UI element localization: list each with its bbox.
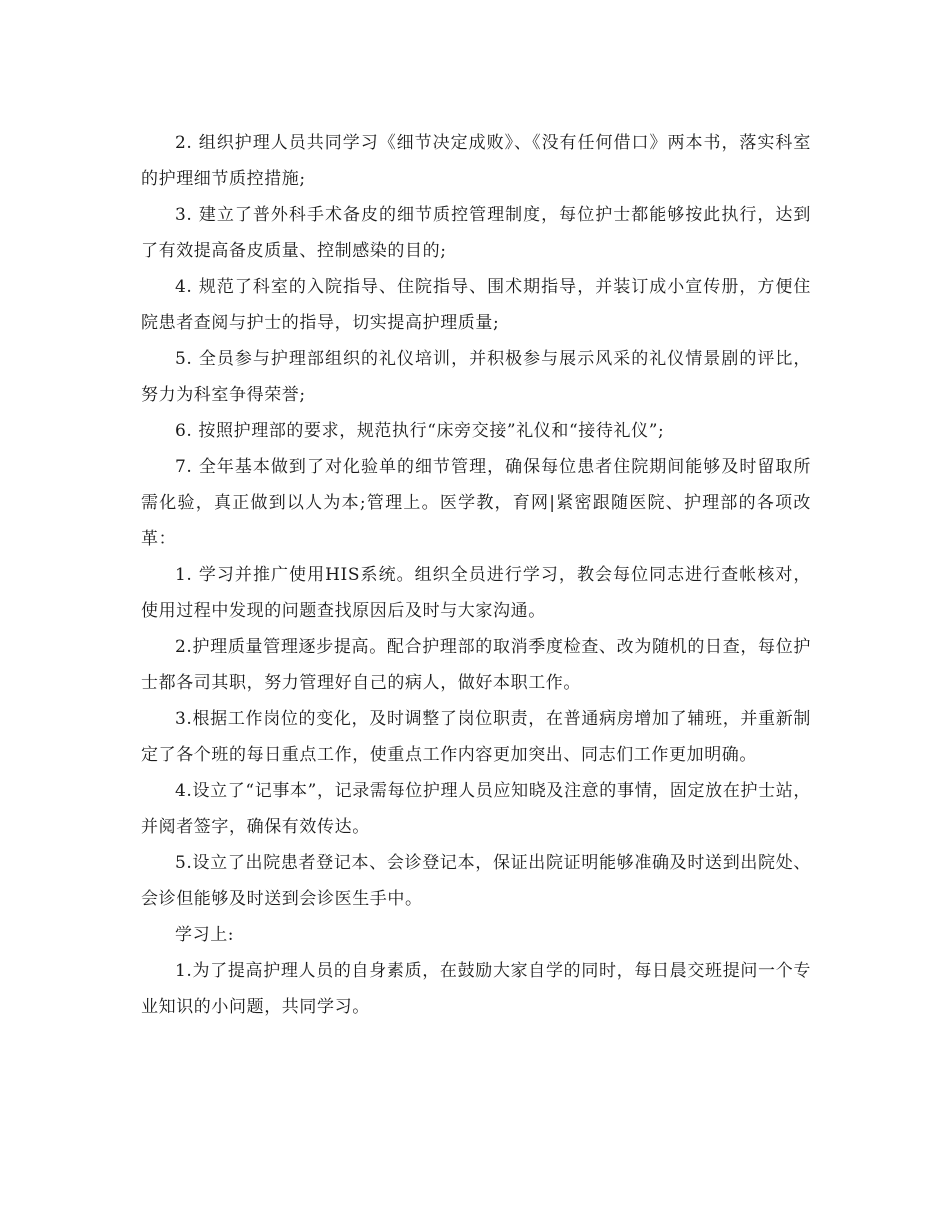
document-body xyxy=(141,125,811,1025)
paragraph-4: 5. 全员参与护理部组织的礼仪培训，并积极参与展示风采的礼仪情景剧的评比，努力为科室争得荣誉; xyxy=(141,349,811,405)
paragraph-12: 1.为了提高护理人员的自身素质，在鼓励大家自学的同时，每日晨交班提问一个专业知识的小问题，共同学习。 xyxy=(141,961,811,1017)
paragraph-3: 4. 规范了科室的入院指导、住院指导、围术期指导，并装订成小宣传册，方便住院患者查阅与护士的指导，切实提高护理质量; xyxy=(141,277,811,333)
paragraph-5: 6. 按照护理部的要求，规范执行“床旁交接”礼仪和“接待礼仪”; xyxy=(175,421,665,441)
paragraph-10: 4.设立了“记事本”，记录需每位护理人员应知晓及注意的事情，固定放在护士站，并阅者签字，确保有效传达。 xyxy=(141,781,811,837)
paragraph-9: 3.根据工作岗位的变化，及时调整了岗位职责，在普通病房增加了辅班，并重新制定了各个班的每日重点工作，使重点工作内容更加突出、同志们工作更加明确。 xyxy=(141,709,811,765)
paragraph-11: 5.设立了出院患者登记本、会诊登记本，保证出院证明能够准确及时送到出院处、会诊但能够及时送到会诊医生手中。 xyxy=(141,853,811,909)
paragraph-7: 1. 学习并推广使用HIS系统。组织全员进行学习，教会每位同志进行查帐核对，使用过程中发现的问题查找原因后及时与大家沟通。 xyxy=(141,565,811,621)
paragraph-1: 2. 组织护理人员共同学习《细节决定成败》、《没有任何借口》两本书，落实科室的护理细节质控措施; xyxy=(141,133,811,189)
paragraph-8: 2.护理质量管理逐步提高。配合护理部的取消季度检查、改为随机的日查，每位护士都各司其职，努力管理好自己的病人，做好本职工作。 xyxy=(141,637,811,693)
paragraph-6: 7. 全年基本做到了对化验单的细节管理，确保每位患者住院期间能够及时留取所需化验，真正做到以人为本;管理上。医学教，育网|紧密跟随医院、护理部的各项改革： xyxy=(141,457,811,549)
section-heading-study: 学习上: xyxy=(175,925,235,945)
paragraph-2: 3. 建立了普外科手术备皮的细节质控管理制度，每位护士都能够按此执行，达到了有效提高备皮质量、控制感染的目的; xyxy=(141,205,811,261)
